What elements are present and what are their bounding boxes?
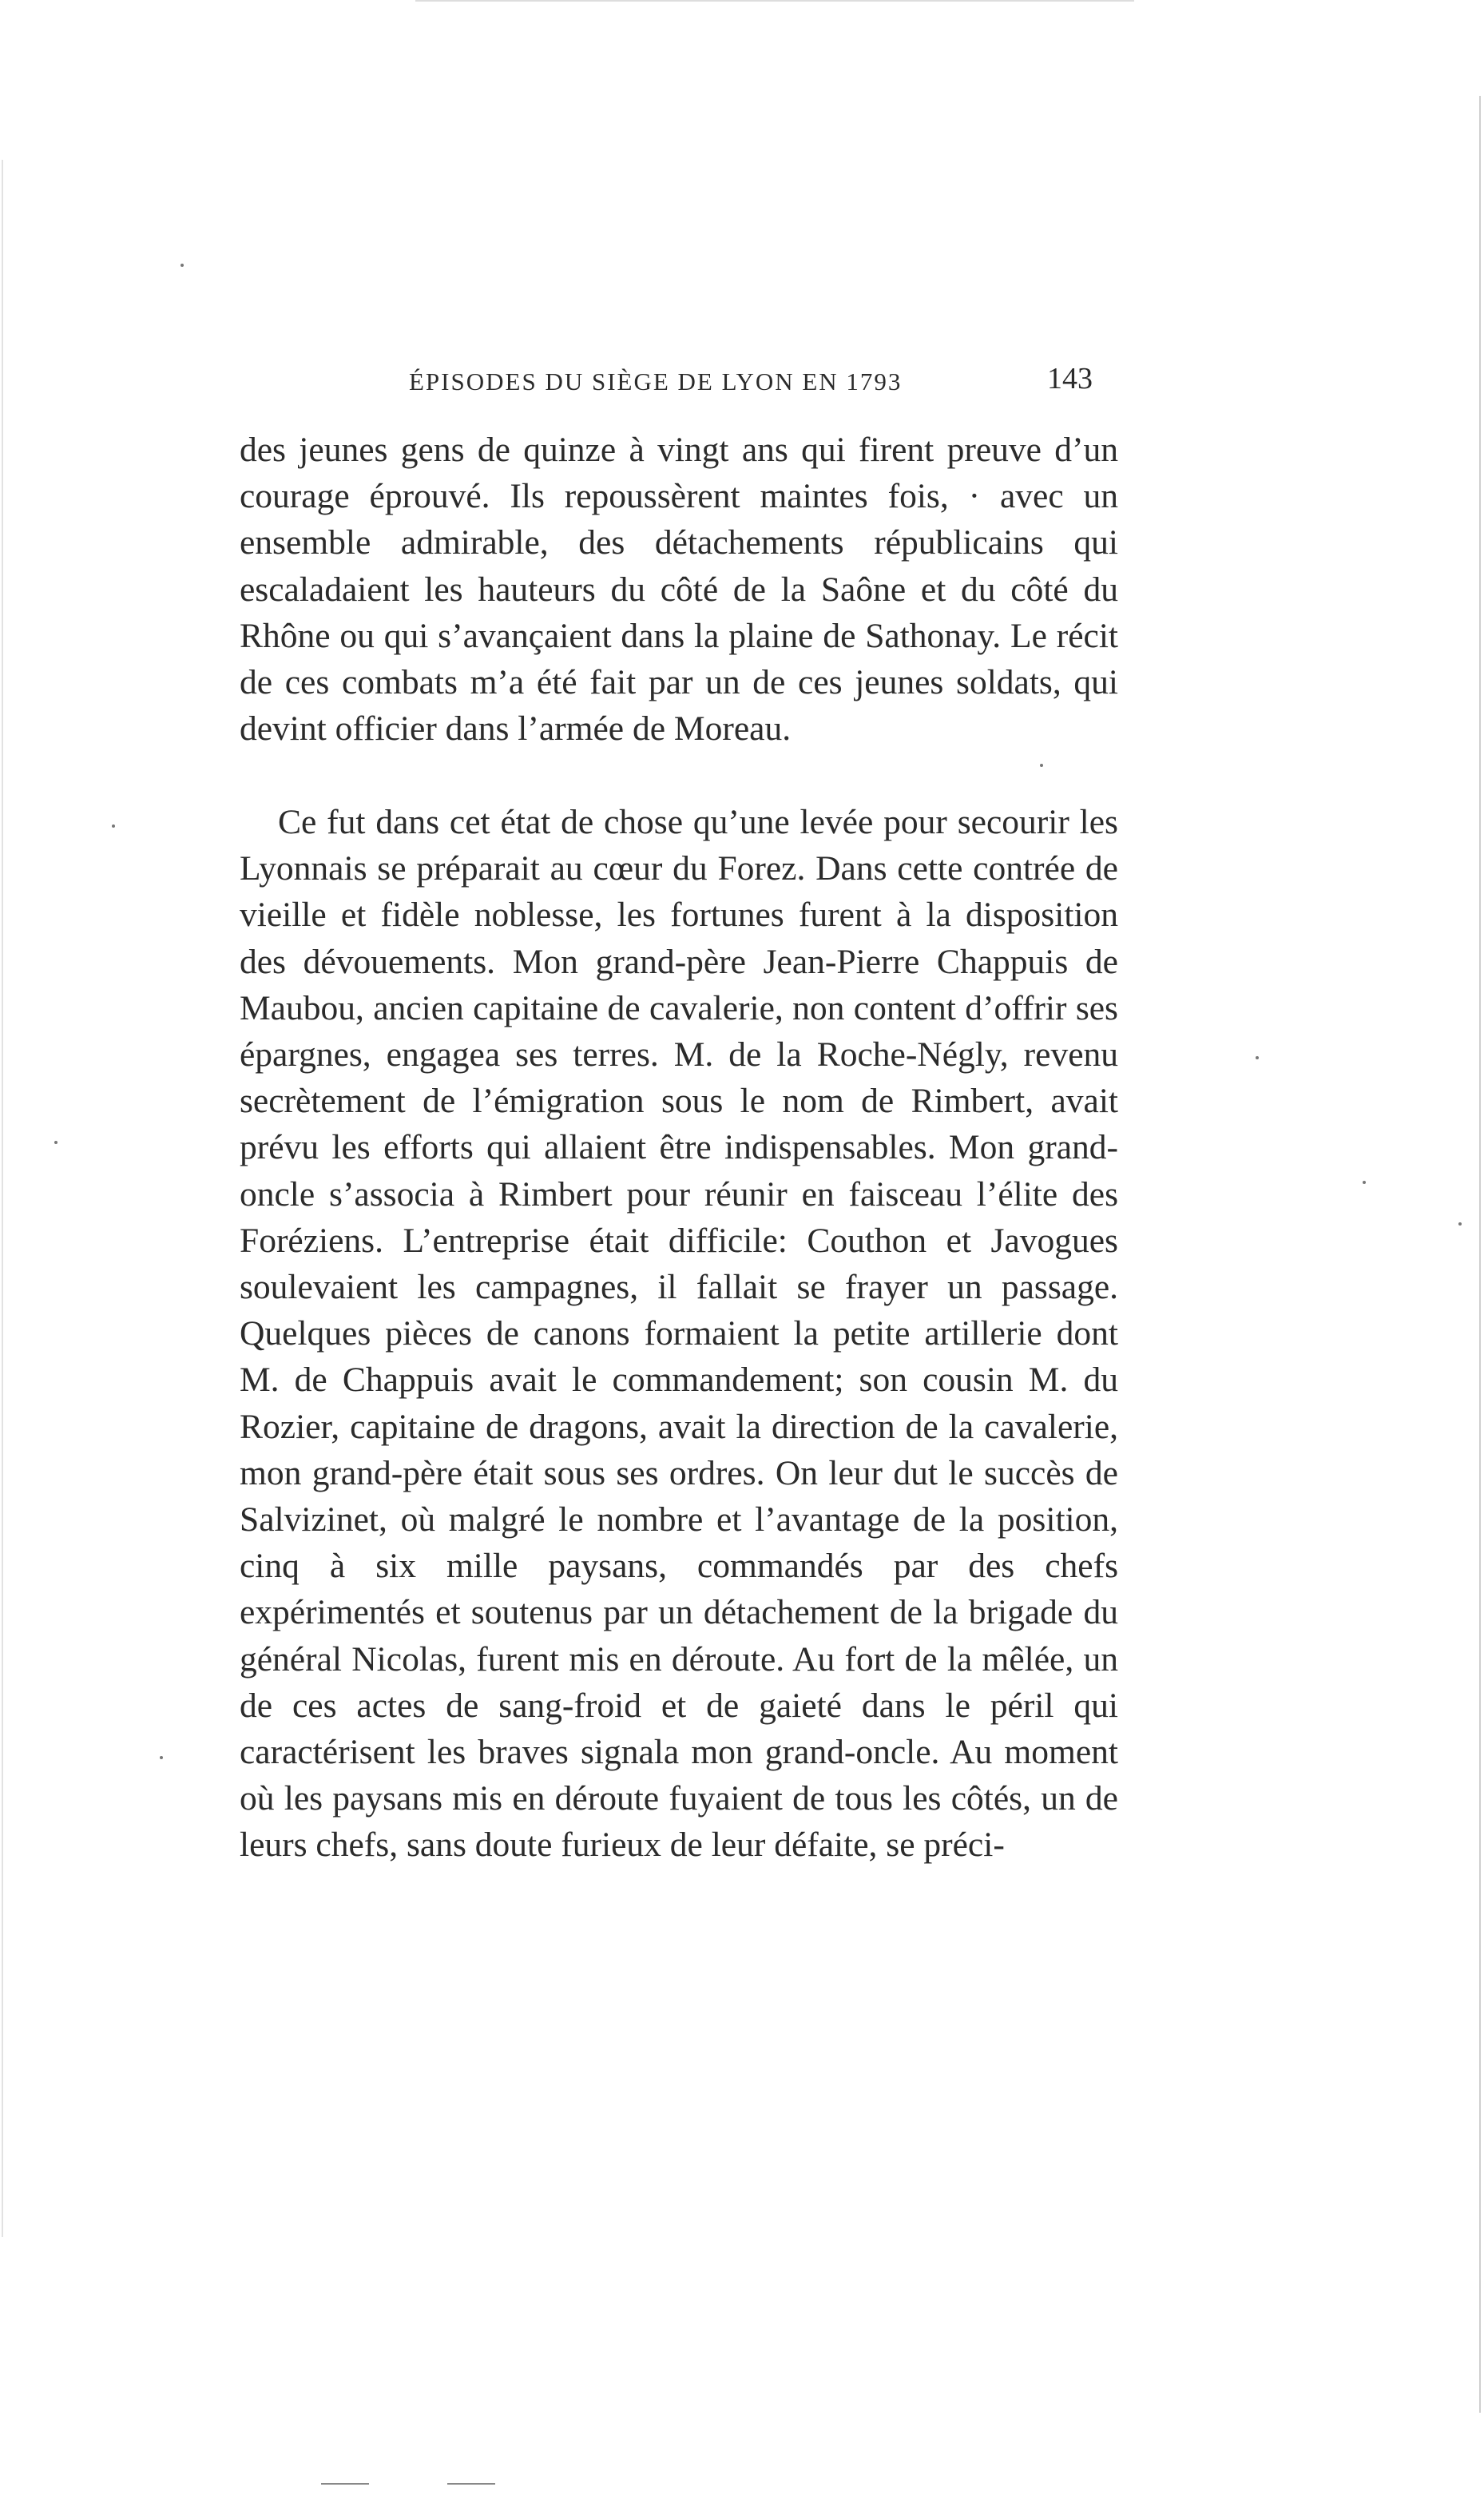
right-edge-line: [1479, 96, 1481, 2413]
scan-speck: [1040, 764, 1043, 767]
top-edge-line: [415, 0, 1134, 2]
bottom-rule-left: [321, 2483, 369, 2485]
scan-speck: [160, 1756, 163, 1759]
scan-speck: [1256, 1056, 1259, 1059]
paragraph-text: Ce fut dans cet état de chose qu’une levée pour secourir les Lyonnais se préparait au cœur du Forez. Dans cette contrée de vieille et fidèle noblesse, les fortunes furent à la disposition des dévouements. Mon grand-père Jean-Pierre Chappuis de Maubou, ancien capitaine de cavalerie, non content d’offrir ses épargnes, engagea ses terres. M. de la Roche-Négly, revenu secrètement de l’émigration sous le nom de Rimbert, avait prévu les efforts qui allaient être indispensables. Mon grand-oncle s’associa à Rimbert pour réunir en faisceau l’élite des Foréziens. L’entreprise était difficile: Couthon et Javogues soulevaient les campagnes, il fallait se frayer un passage. Quelques pièces de canons formaient la petite artillerie dont M. de Chappuis avait le commandement; son cousin M. du Rozier, capitaine de dragons, avait la direction de la cavalerie, mon grand-père était sous ses ordres. On leur dut le succès de Salvizinet, où malgré le nombre et l’avantage de la position, cinq à six mille paysans, commandés par des chefs expérimentés et soutenus par un détachement de la brigade du général Nicolas, furent mis en déroute. Au fort de la mêlée, un de ces actes de sang-froid et de gaieté dans le péril qui caractérisent les braves signala mon grand-oncle. Au moment où les paysans mis en déroute fuyaient de tous les côtés, un de leurs chefs, sans doute furieux de leur défaite, se préci-: [240, 803, 1118, 1865]
left-edge-line: [2, 160, 3, 2237]
scan-speck: [112, 824, 115, 828]
running-title: ÉPISODES DU SIÈGE DE LYON EN 1793: [409, 367, 903, 395]
scan-speck: [54, 1141, 58, 1144]
page-number: 143: [1047, 362, 1093, 395]
scan-speck: [181, 264, 184, 267]
scan-speck: [1363, 1181, 1366, 1184]
paragraph-text: des jeunes gens de quinze à vingt ans qui firent preuve d’un courage éprouvé. Ils repoussèrent maintes fois, · avec un ensemble admirable, des détachements républicains qui escaladaient les hauteurs du côté de la Saône et du côté du Rhône ou qui s’avançaient dans la plaine de Sathonay. Le récit de ces combats m’a été fait par un de ces jeunes soldats, qui devint officier dans l’armée de Moreau.: [240, 431, 1118, 749]
paragraph-continued: [240, 427, 1118, 752]
scan-speck: [1458, 1222, 1462, 1226]
bottom-rule-right: [447, 2483, 495, 2485]
paragraph-main: [240, 799, 1118, 1869]
running-header: [409, 361, 1093, 406]
